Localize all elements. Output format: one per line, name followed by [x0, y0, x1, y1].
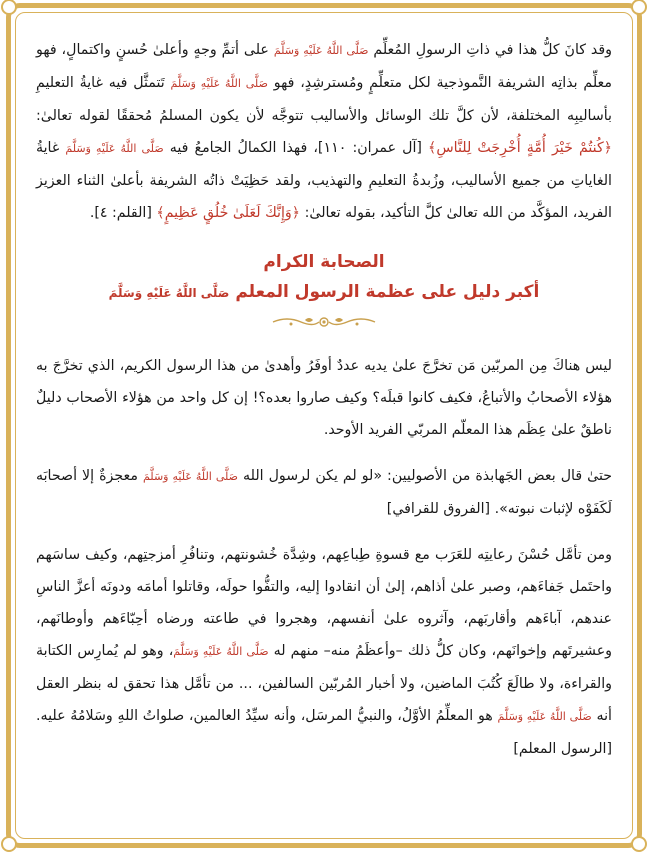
corner-ornament-icon — [631, 836, 647, 852]
text-run: معجزةٌ إلا أصحابَه لَكَفَوْه لإثبات نبوته». [الفروق للقرافي] — [36, 468, 612, 517]
intro-paragraph — [36, 34, 612, 229]
text-run: حتىٰ قال بعض الجَهابذة من الأصوليين: «لو لم يكن لرسول الله — [238, 468, 612, 484]
text-run: ، وهو لم يُمارِس الكتابة والقراءة، ولا طالَعَ كُتُبَ الماضين، ولا أخبار المُربّين السالفين، ... من تأمَّل هذا تحقق له بنظر العقل أنه — [36, 643, 612, 724]
salutation: صَلَّى اللَّهُ عَلَيْهِ وَسَلَّمَ — [273, 44, 369, 57]
text-run: تَتمثَّل فيه غايةُ التعليمِ بأساليبِه المختلفة، لأن كلَّ تلك الوسائل والأساليب تتوجَّه لأن يكون المسلمُ مُحققًا لقوله تعالىٰ: — [36, 75, 612, 124]
text-run: وقد كانَ كلُّ هذا في ذاتِ الرسولِ المُعلِّم — [368, 42, 613, 58]
salutation: صَلَّى اللَّهُ عَلَيْهِ وَسَلَّمَ — [173, 645, 269, 658]
section-paragraph-1 — [36, 350, 612, 446]
quran-verse: ﴿كُنتُمْ خَيْرَ أُمَّةٍ أُخْرِجَتْ لِلنَّاسِ﴾ — [428, 140, 613, 156]
quran-verse: ﴿وَإِنَّكَ لَعَلَىٰ خُلُقٍ عَظِيمٍ﴾ — [156, 205, 301, 221]
section-paragraph-3 — [36, 539, 612, 765]
text-run: على أتمِّ وجهٍ وأعلىٰ حُسنٍ واكتمالٍ، فهو معلِّم بذاتِه الشريفة النَّموذجية لكل متعلِّمٍ ومُسترشِدٍ، فهو — [36, 42, 612, 91]
text-run: غايةُ الغاياتِ من جميع الأساليب، وزُبدةُ التعليمِ والتهذيب، ولقد حَظِيَتْ ذاتُه الشريفة بأعلىٰ الثناء العزيز الفريد، المؤكَّد من الله تعالىٰ كلَّ التأكيد، بقوله تعالىٰ: — [36, 140, 612, 221]
floral-divider-icon — [36, 314, 612, 330]
text-run: هو المعلِّمُ الأوَّلُ، والنبيُّ المرسَل، وأنه سيِّدُ العالمين، صلواتُ اللهِ وسَلامُهُ عليه. [الرسول المعلم] — [36, 708, 612, 757]
text-run: [القلم: ٤]. — [89, 205, 157, 221]
page-body — [36, 34, 612, 779]
text-run: [آل عمران: ١١٠]، فهذا الكمالُ الجامعُ فيه — [163, 140, 429, 156]
salutation: صَلَّى اللَّهُ عَلَيْهِ وَسَلَّمَ — [142, 470, 239, 483]
corner-ornament-icon — [631, 0, 647, 15]
salutation: صَلَّى اللَّهُ عَلَيْهِ وَسَلَّمَ — [497, 710, 592, 723]
salutation: صَلَّى اللَّهُ عَلَيْهِ وَسَلَّمَ — [170, 77, 268, 90]
text-run: ليس هناكَ مِن المربّين مَن تخرَّجَ علىٰ يديه عددٌ أوفَرُ وأهدىٰ من هذا الرسول الكريم، الذي تخرَّجَ به هؤلاء الأصحابُ والأتباعُ، فكيف كانوا قبلَه؟ وكيف صاروا بعده؟! إن كل واحد من هؤلاء الأصحاب دليلٌ ناطقٌ علىٰ عِظَم هذا المعلّم المربّي الفريد الأوحد. — [36, 358, 612, 438]
heading-line-2 — [36, 277, 612, 308]
salutation: صَلَّى اللَّهُ عَلَيْهِ وَسَلَّمَ — [108, 286, 230, 300]
heading-text: أكبر دليل على عظمة الرسول المعلم — [229, 282, 540, 302]
salutation: صَلَّى اللَّهُ عَلَيْهِ وَسَلَّمَ — [65, 142, 164, 155]
corner-ornament-icon — [1, 836, 17, 852]
section-heading — [36, 247, 612, 308]
text-run: ومن تأمَّل حُسْنَ رعايتِه للعَرَب مع قسوةِ طِباعِهم، وشِدَّة خُشونتهم، وتنافُرِ أمزجتِهم، وكيف ساسَهم واحتَمل جَفاءَهم، وصبر علىٰ أذاهم، إلىٰ أن انقادوا إليه، والتفُّوا حولَه، وقاتلوا أمامَه ودونَه أعزَّ الناسِ عندهم، آباءَهم وأقاربَهم، وآثروه علىٰ أنفسهم، وهجروا في طاعته ورضاه أحِبّاءَهم وأوطانَهم، وعشيرتَهم وإخوانَهم، وكان كلُّ ذلك –وأعظَمُ منه– منهم له — [36, 547, 613, 659]
section-paragraph-2 — [36, 460, 612, 525]
heading-line-1: الصحابة الكرام — [263, 252, 385, 272]
